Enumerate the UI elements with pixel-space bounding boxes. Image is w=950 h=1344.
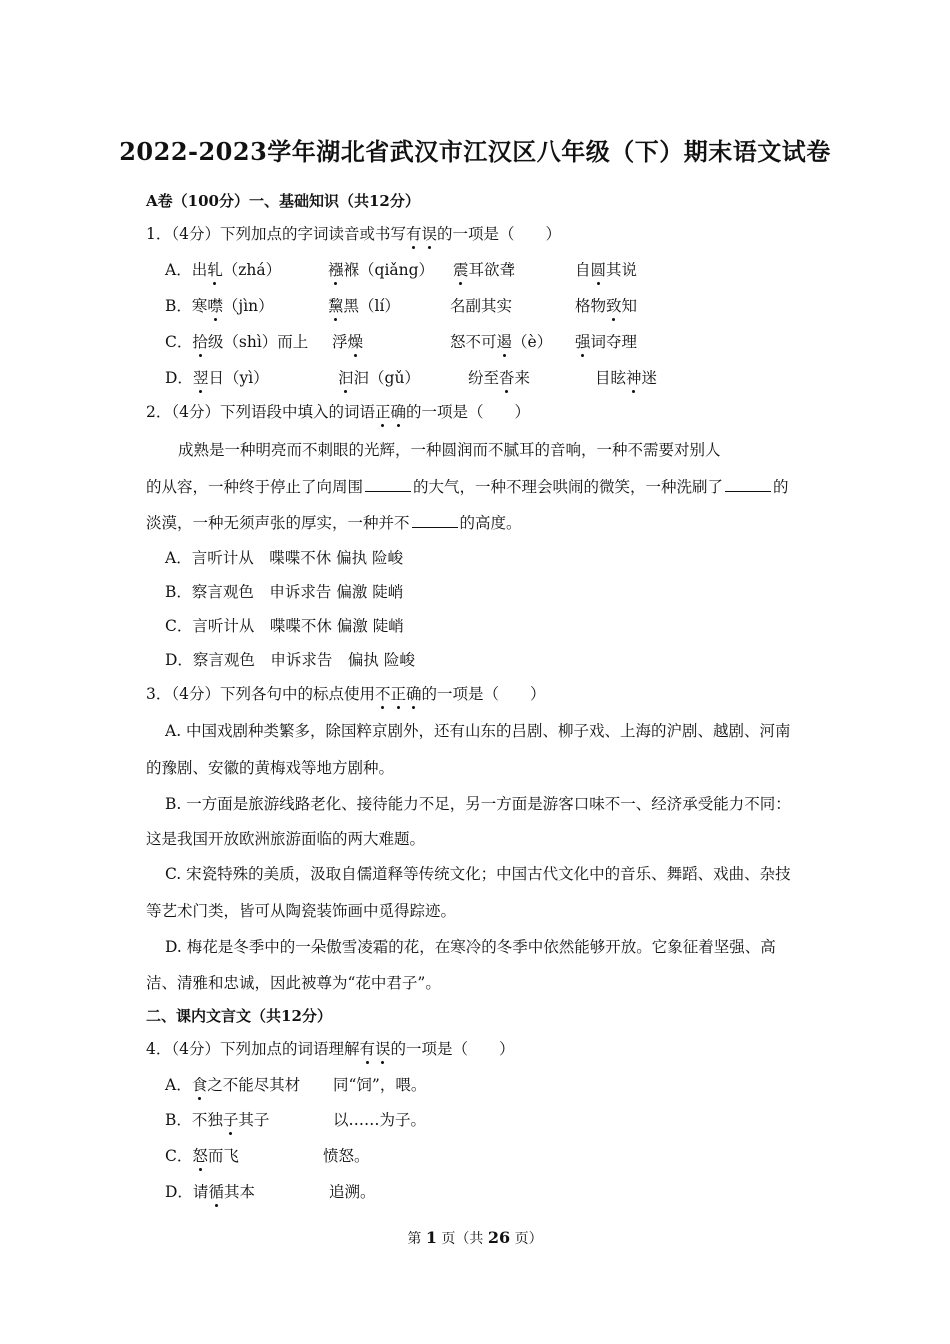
- q1-option-b-1: B．寒噤（jìn）: [165, 294, 274, 316]
- section-a-heading: A卷（100分）一、基础知识（共12分）: [146, 192, 420, 210]
- q3-option-a-line-1: A. 中国戏剧种类繁多，除国粹京剧外，还有山东的吕剧、柳子戏、上海的沪剧、越剧、河南: [165, 722, 791, 740]
- q4-option-c-phrase: C．怒而飞: [165, 1144, 239, 1166]
- q4-option-b-meaning: 以……为子。: [333, 1111, 427, 1129]
- q4-option-a-phrase: A．食之不能尽其材: [165, 1073, 300, 1095]
- q1-option-c-1: C．拾级（shì）而上: [165, 330, 308, 352]
- q1-option-b-4: 格物致知: [575, 294, 637, 316]
- q1-option-c-4: 强词夺理: [575, 330, 637, 352]
- total-page-count: 26: [487, 1228, 511, 1247]
- current-page-number: 1: [425, 1228, 437, 1247]
- q3-option-c-line-2: 等艺术门类，皆可从陶瓷装饰画中觅得踪迹。: [146, 902, 457, 920]
- q1-option-a-3: 震耳欲聋: [453, 258, 515, 280]
- q1-option-d-2: 汩汩（gǔ）: [338, 366, 420, 388]
- q4-option-d-meaning: 追溯。: [329, 1183, 376, 1201]
- question-4-stem: 4．（4分）下列加点的词语理解有误的一项是（ ）: [146, 1037, 515, 1059]
- q2-option-c: C．言听计从 喋喋不休 偏激 陡峭: [165, 617, 404, 635]
- q1-option-b-3: 名副其实: [450, 297, 513, 315]
- q2-option-b: B．察言观色 申诉求告 偏激 陡峭: [165, 583, 404, 601]
- q1-option-b-2: 黧黑（lí）: [328, 294, 400, 316]
- q1-option-a-2: 襁褓（qiǎng）: [328, 258, 434, 280]
- q4-option-d-phrase: D．请循其本: [165, 1180, 255, 1202]
- section-2-heading: 二、课内文言文（共12分）: [146, 1007, 332, 1025]
- q1-option-c-3: 怒不可遏（è）: [450, 330, 552, 352]
- q1-option-d-3: 纷至沓来: [468, 366, 530, 388]
- q3-option-b-line-1: B. 一方面是旅游线路老化、接待能力不足，另一方面是游客口味不一、经济承受能力不同：: [165, 795, 791, 813]
- page-footer: 第 1 页（共 26 页）: [407, 1228, 543, 1247]
- q1-option-a-4: 自圆其说: [575, 258, 637, 280]
- q2-passage-line-3: 淡漠，一种无须声张的厚实，一种并不 的高度。: [146, 514, 522, 532]
- q4-option-c-meaning: 愤怒。: [323, 1147, 370, 1165]
- q2-passage-line-1: 成熟是一种明亮而不刺眼的光辉，一种圆润而不腻耳的音响，一种不需要对别人: [178, 441, 721, 459]
- q4-option-b-phrase: B．不独子其子: [165, 1108, 269, 1130]
- question-1-stem: 1．（4分）下列加点的字词读音或书写有误的一项是（ ）: [146, 222, 561, 244]
- q4-option-a-meaning: 同“饲”，喂。: [333, 1076, 427, 1094]
- q2-option-d: D．察言观色 申诉求告 偏执 险峻: [165, 651, 415, 669]
- page-title: 2022-2023学年湖北省武汉市江汉区八年级（下）期末语文试卷: [119, 137, 831, 166]
- q2-option-a: A．言听计从 喋喋不休 偏执 险峻: [165, 549, 404, 567]
- fill-blank-3: [412, 513, 458, 528]
- q3-option-a-line-2: 的豫剧、安徽的黄梅戏等地方剧种。: [146, 759, 395, 777]
- q3-option-d-line-2: 洁、清雅和忠诚，因此被尊为“花中君子”。: [146, 974, 441, 992]
- fill-blank-2: [725, 477, 771, 492]
- question-2-stem: 2．（4分）下列语段中填入的词语正确的一项是（ ）: [146, 400, 530, 422]
- q1-option-d-4: 目眩神迷: [595, 366, 657, 388]
- q1-option-d-1: D．翌日（yì）: [165, 366, 269, 388]
- q1-option-c-2: 浮燥: [332, 330, 363, 352]
- fill-blank-1: [365, 477, 411, 492]
- q3-option-b-line-2: 这是我国开放欧洲旅游面临的两大难题。: [146, 830, 426, 848]
- question-3-stem: 3．（4分）下列各句中的标点使用不正确的一项是（ ）: [146, 682, 546, 704]
- q2-passage-line-2: 的从容，一种终于停止了向周围 的大气，一种不理会哄闹的微笑，一种洗刷了 的: [146, 478, 789, 496]
- q1-option-a-1: A．出轧（zhá）: [165, 258, 281, 280]
- q3-option-d-line-1: D. 梅花是冬季中的一朵傲雪凌霜的花，在寒冷的冬季中依然能够开放。它象征着坚强、高: [165, 938, 776, 956]
- q3-option-c-line-1: C. 宋瓷特殊的美质，汲取自儒道释等传统文化；中国古代文化中的音乐、舞蹈、戏曲、杂技: [165, 865, 791, 883]
